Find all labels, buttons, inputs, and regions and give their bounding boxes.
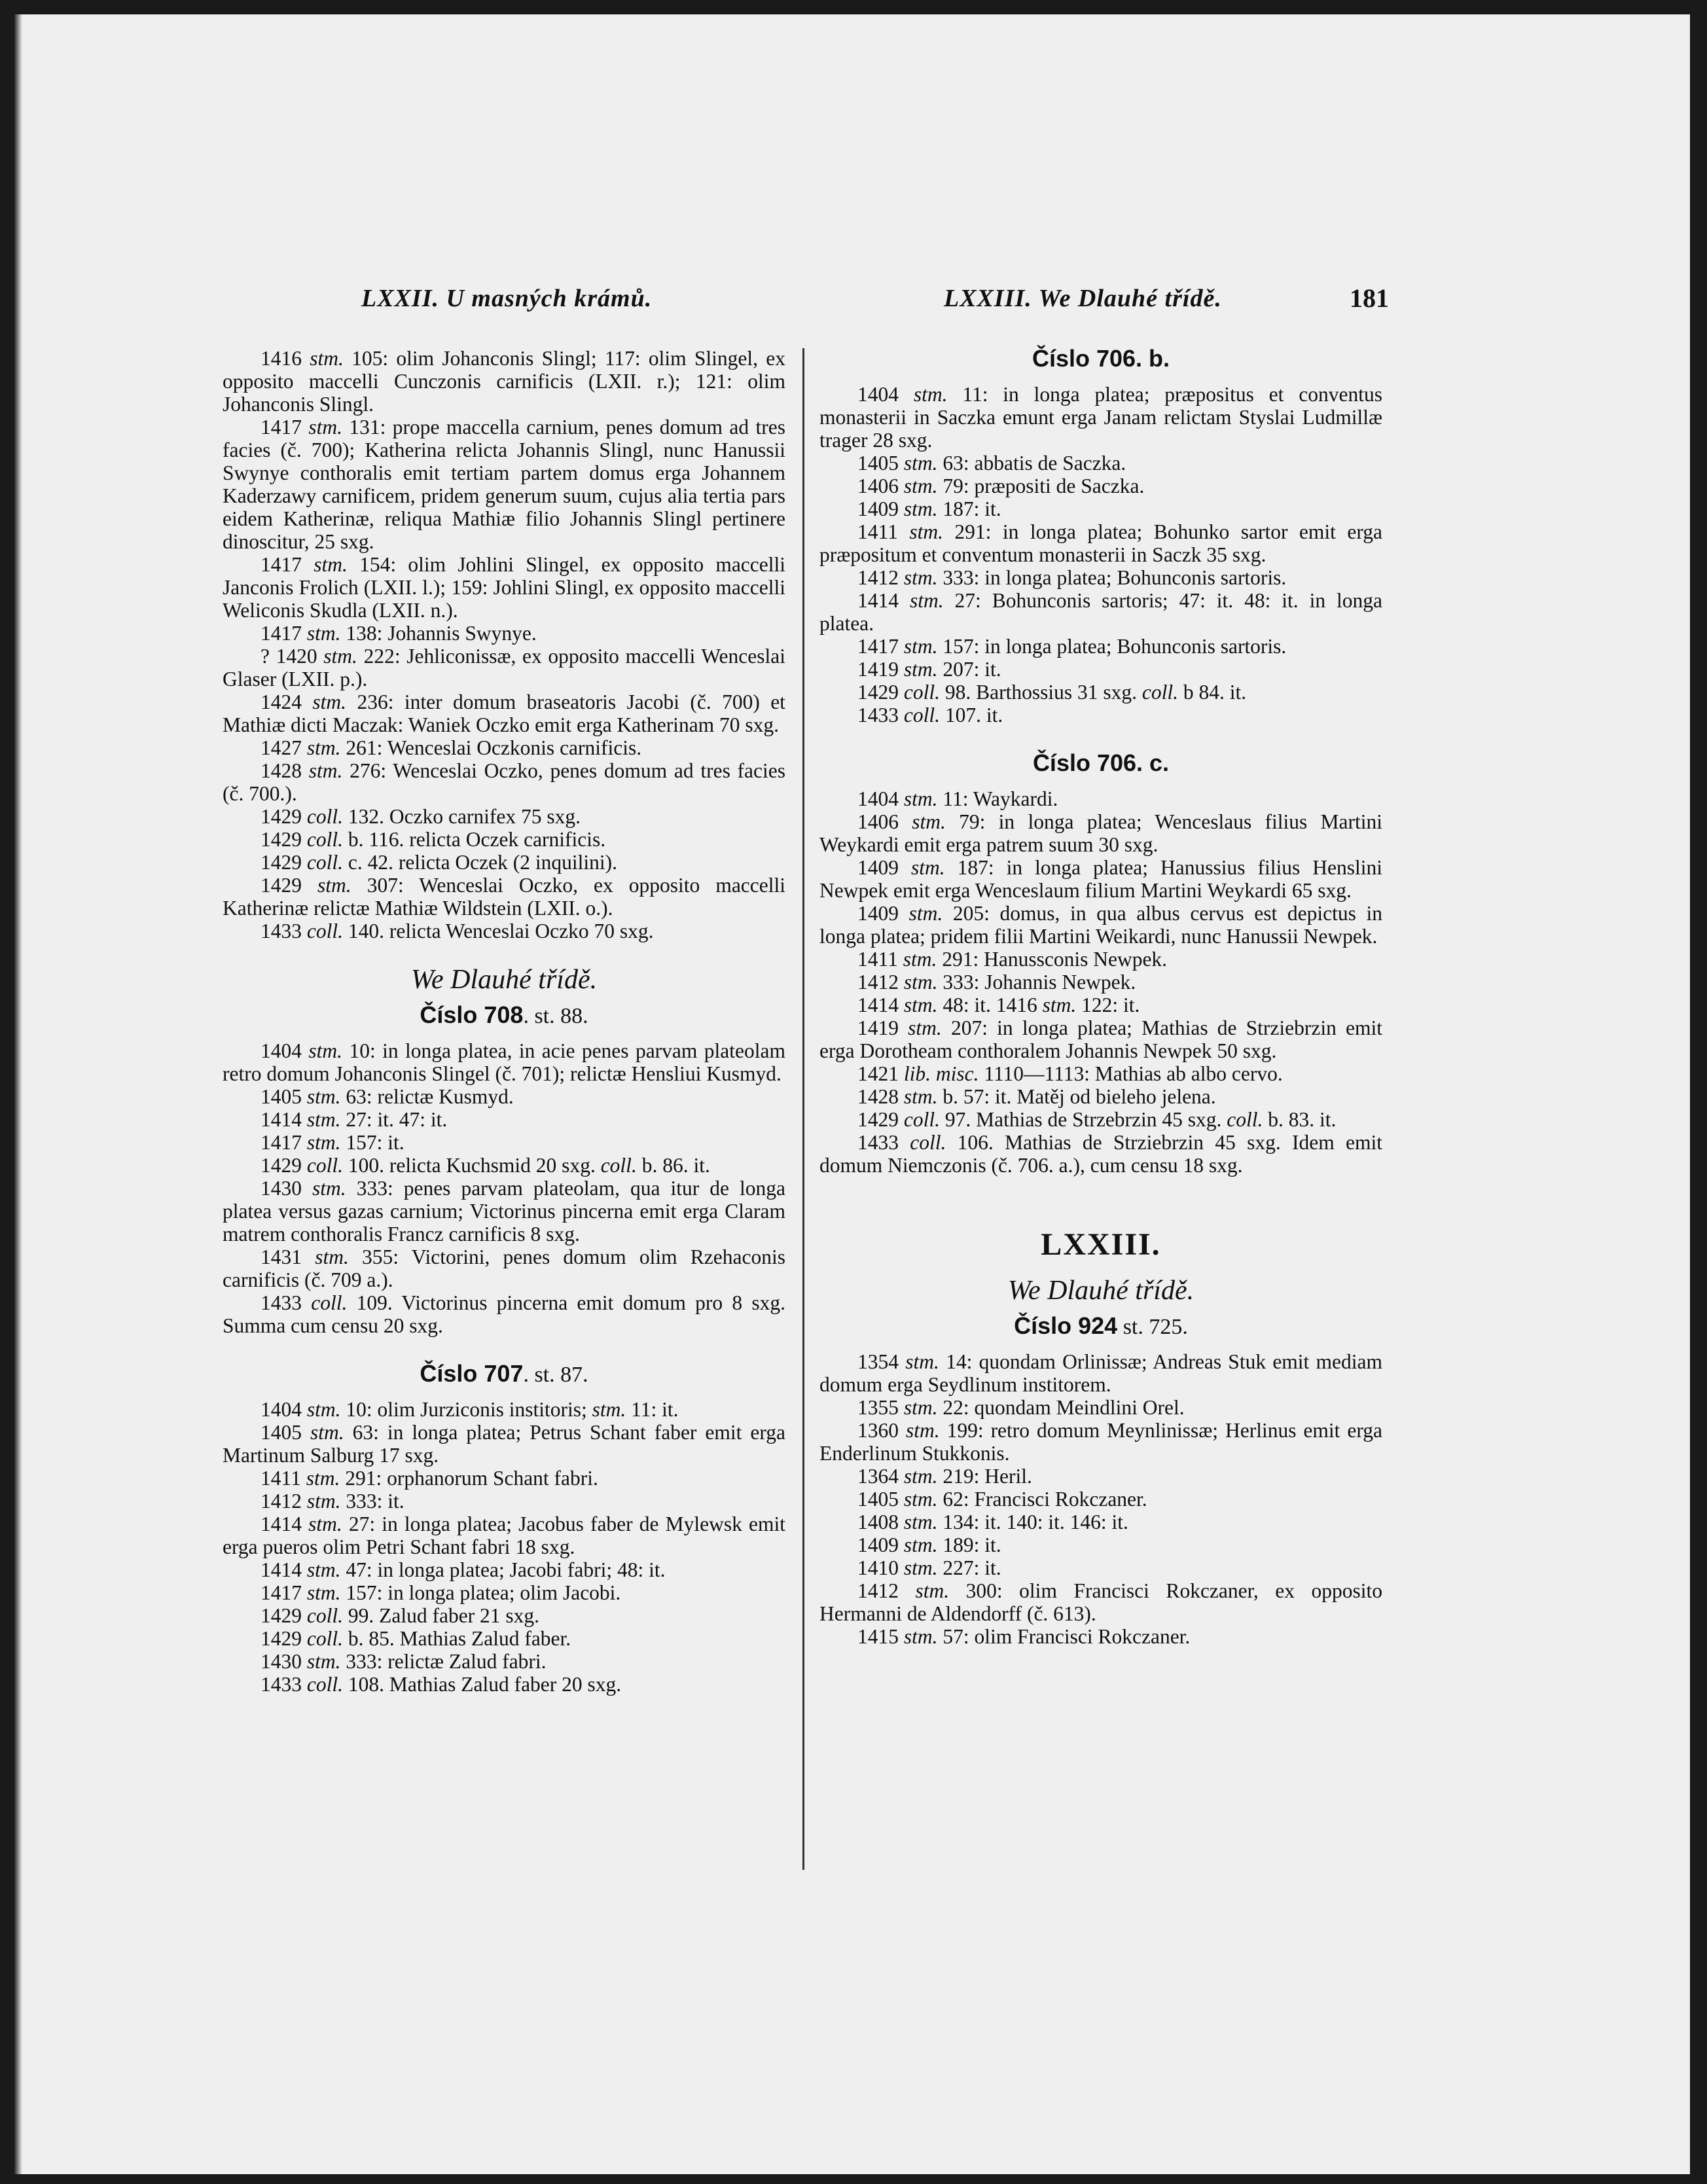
entry: 1411 stm. 291: orphanorum Schant fabri. xyxy=(261,1467,598,1490)
entry: 1409 stm. 187: it. xyxy=(857,497,1001,520)
section-title-right: We Dlauhé třídě. xyxy=(1007,1276,1195,1306)
entry: 1429 coll. 97. Mathias de Strzebrzin 45 sxg. coll. b. 83. it. xyxy=(857,1108,1337,1131)
entry: 1411 stm. 291: Hanussconis Newpek. xyxy=(857,948,1168,971)
entry: 1405 stm. 62: Francisci Rokczaner. xyxy=(857,1488,1147,1511)
entries-707 xyxy=(223,1398,785,1696)
section-number-924: Číslo 924 st. 725. xyxy=(1014,1312,1188,1339)
entry: 1417 stm. 138: Johannis Swynye. xyxy=(261,622,537,645)
entry: 1429 coll. b. 85. Mathias Zalud faber. xyxy=(261,1627,571,1650)
entry: 1428 stm. b. 57: it. Matěj od bieleho jelena. xyxy=(857,1085,1216,1108)
entry: 1412 stm. 300: olim Francisci Rokczaner, ex opposito Hermanni de Aldendorff (č. 613). xyxy=(819,1579,1382,1625)
entry: 1429 coll. 132. Oczko carnifex 75 sxg. xyxy=(261,805,581,828)
column-divider xyxy=(802,348,804,1870)
entry: 1430 stm. 333: penes parvam plateolam, qua itur de longa platea versus gazas carnium; Victorinus pincerna emit erga Claram matrem conthoralis Francz carnificis 8 sxg. xyxy=(223,1177,786,1245)
entries-intro xyxy=(223,347,785,942)
entry: 1412 stm. 333: it. xyxy=(261,1490,404,1513)
entry: 1409 stm. 189: it. xyxy=(857,1533,1001,1556)
entry: 1404 stm. 10: olim Jurziconis institoris; stm. 11: it. xyxy=(261,1398,679,1421)
entry: 1415 stm. 57: olim Francisci Rokczaner. xyxy=(857,1625,1191,1648)
entry: 1404 stm. 11: in longa platea; præpositus et conventus monasterii in Saczka emunt erga Janam relictam Styslai Ludmillæ trager 28 sxg. xyxy=(819,383,1382,452)
entry: 1405 stm. 63: in longa platea; Petrus Schant faber emit erga Martinum Salburg 17 sxg. xyxy=(223,1421,786,1467)
entry: 1417 stm. 154: olim Johlini Slingel, ex opposito maccelli Janconis Frolich (LXII. l.); 159: Johlini Slingl, ex opposito maccelli Weliconis Skudla (LXII. n.). xyxy=(223,553,786,622)
running-head-left: LXXII. U masných krámů. xyxy=(361,285,653,312)
entry: 1433 coll. 108. Mathias Zalud faber 20 sxg. xyxy=(261,1673,622,1696)
entry: 1410 stm. 227: it. xyxy=(857,1556,1001,1579)
chapter-heading: LXXIII. xyxy=(1041,1227,1161,1262)
entry: 1404 stm. 11: Waykardi. xyxy=(857,787,1058,810)
entry: 1421 lib. misc. 1110—1113: Mathias ab albo cervo. xyxy=(857,1062,1283,1085)
left-column xyxy=(223,347,785,1696)
entry: 1405 stm. 63: abbatis de Saczka. xyxy=(857,452,1126,474)
entry: 1405 stm. 63: relictæ Kusmyd. xyxy=(261,1085,514,1108)
entry: 1433 coll. 140. relicta Wenceslai Oczko 70 sxg. xyxy=(261,920,654,942)
entry: 1414 stm. 48: it. 1416 stm. 122: it. xyxy=(857,994,1140,1016)
section-number-707: Číslo 707. st. 87. xyxy=(420,1360,588,1387)
entry: 1412 stm. 333: in longa platea; Bohunconis sartoris. xyxy=(857,566,1287,589)
entry: 1433 coll. 106. Mathias de Strziebrzin 45 sxg. Idem emit domum Niemczonis (č. 706. a.), cum censu 18 sxg. xyxy=(819,1131,1382,1177)
entry: 1429 coll. c. 42. relicta Oczek (2 inquilini). xyxy=(261,851,617,874)
entry: 1404 stm. 10: in longa platea, in acie penes parvam plateolam retro domum Johanconis Slingel (č. 701); relictæ Hensliui Kusmyd. xyxy=(223,1039,785,1085)
entry: 1414 stm. 27: it. 47: it. xyxy=(261,1108,448,1131)
entry: 1431 stm. 355: Victorini, penes domum olim Rzehaconis carnificis (č. 709 a.). xyxy=(223,1245,785,1291)
entry: 1433 coll. 109. Victorinus pincerna emit domum pro 8 sxg. Summa cum censu 20 sxg. xyxy=(223,1291,786,1337)
entry: 1417 stm. 131: prope maccella carnium, penes domum ad tres facies (č. 700); Katherina relicta Johannis Slingl, nunc Hanussii Swynye conthoralis emit tertiam partem domus erga Johannem Kaderzawy carnificem, pridem generum suum, cujus alia tertia pars eidem Katherinæ, reliqua Mathiæ filio Johannis Slingl pertinere dinoscitur, 25 sxg. xyxy=(223,416,786,553)
entry: 1429 stm. 307: Wenceslai Oczko, ex opposito maccelli Katherinæ relictæ Mathiæ Wildstein (LXII. o.). xyxy=(223,874,786,920)
entry: 1429 coll. b. 116. relicta Oczek carnificis. xyxy=(261,828,606,851)
section-title: We Dlauhé třídě. xyxy=(410,965,598,995)
entry: 1427 stm. 261: Wenceslai Oczkonis carnificis. xyxy=(261,736,642,759)
entry: 1412 stm. 333: Johannis Newpek. xyxy=(857,971,1136,994)
entry: 1360 stm. 199: retro domum Meynlinissæ; Herlinus emit erga Enderlinum Stukkonis. xyxy=(819,1419,1383,1465)
entry: 1433 coll. 107. it. xyxy=(857,704,1003,726)
entry: 1355 stm. 22: quondam Meindlini Orel. xyxy=(857,1396,1185,1419)
entry: 1429 coll. 99. Zalud faber 21 sxg. xyxy=(261,1604,540,1627)
entry: 1408 stm. 134: it. 140: it. 146: it. xyxy=(857,1511,1128,1533)
entry: 1429 coll. 100. relicta Kuchsmid 20 sxg. coll. b. 86. it. xyxy=(261,1154,710,1177)
entry: 1406 stm. 79: in longa platea; Wenceslaus filius Martini Weykardi emit erga patrem suum 30 sxg. xyxy=(819,810,1382,856)
entry: 1419 stm. 207: it. xyxy=(857,658,1001,681)
entry: 1417 stm. 157: it. xyxy=(261,1131,404,1154)
entry: 1414 stm. 47: in longa platea; Jacobi fabri; 48: it. xyxy=(261,1558,666,1581)
book-page xyxy=(14,14,1690,2174)
entry: ? 1420 stm. 222: Jehliconissæ, ex opposito maccelli Wenceslai Glaser (LXII. p.). xyxy=(223,645,785,690)
entry: 1414 stm. 27: in longa platea; Jacobus faber de Mylewsk emit erga pueros olim Petri Schant fabri 18 sxg. xyxy=(223,1513,786,1558)
entry: 1354 stm. 14: quondam Orlinissæ; Andreas Stuk emit mediam domum erga Seydlinum institorem. xyxy=(819,1350,1383,1396)
entry: 1428 stm. 276: Wenceslai Oczko, penes domum ad tres facies (č. 700.). xyxy=(223,759,786,805)
entry: 1411 stm. 291: in longa platea; Bohunko sartor emit erga præpositum et conventum monasterii in Saczk 35 sxg. xyxy=(819,520,1382,566)
entries-708 xyxy=(223,1039,785,1337)
section-number-708: Číslo 708. st. 88. xyxy=(420,1001,588,1028)
entry: 1419 stm. 207: in longa platea; Mathias de Strziebrzin emit erga Dorotheam conthoralem Johannis Newpek 50 sxg. xyxy=(819,1016,1382,1062)
right-column xyxy=(819,347,1382,1648)
entries-706b xyxy=(819,383,1382,726)
entry: 1417 stm. 157: in longa platea; olim Jacobi. xyxy=(261,1581,621,1604)
entry: 1424 stm. 236: inter domum braseatoris Jacobi (č. 700) et Mathiæ dicti Maczak: Waniek Oczko emit erga Katherinam 70 sxg. xyxy=(223,690,785,736)
entry: 1416 stm. 105: olim Johanconis Slingl; 117: olim Slingel, ex opposito maccelli Cunczonis carnificis (LXII. r.); 121: olim Johanconis Slingl. xyxy=(223,347,786,416)
entry: 1430 stm. 333: relictæ Zalud fabri. xyxy=(261,1650,547,1673)
entry: 1364 stm. 219: Heril. xyxy=(857,1465,1032,1488)
entry: 1406 stm. 79: præpositi de Saczka. xyxy=(857,474,1145,497)
entry: 1409 stm. 187: in longa platea; Hanussius filius Henslini Newpek emit erga Wenceslaum filium Martini Weykardi 65 sxg. xyxy=(819,856,1382,902)
entry: 1417 stm. 157: in longa platea; Bohunconis sartoris. xyxy=(857,635,1287,658)
entry: 1409 stm. 205: domus, in qua albus cervus est depictus in longa platea; pridem filii Martini Weikardi, nunc Hanussii Newpek. xyxy=(819,902,1383,948)
entry: 1429 coll. 98. Barthossius 31 sxg. coll. b 84. it. xyxy=(857,681,1247,704)
section-number-706b: Číslo 706. b. xyxy=(1032,345,1170,372)
page-number: 181 xyxy=(1350,283,1389,313)
running-head-right: LXXIII. We Dlauhé třídě. xyxy=(944,285,1222,312)
entry: 1414 stm. 27: Bohunconis sartoris; 47: it. 48: it. in longa platea. xyxy=(819,589,1382,635)
entries-924 xyxy=(819,1350,1382,1648)
entries-706c xyxy=(819,787,1382,1177)
section-number-706c: Číslo 706. c. xyxy=(1032,749,1170,776)
